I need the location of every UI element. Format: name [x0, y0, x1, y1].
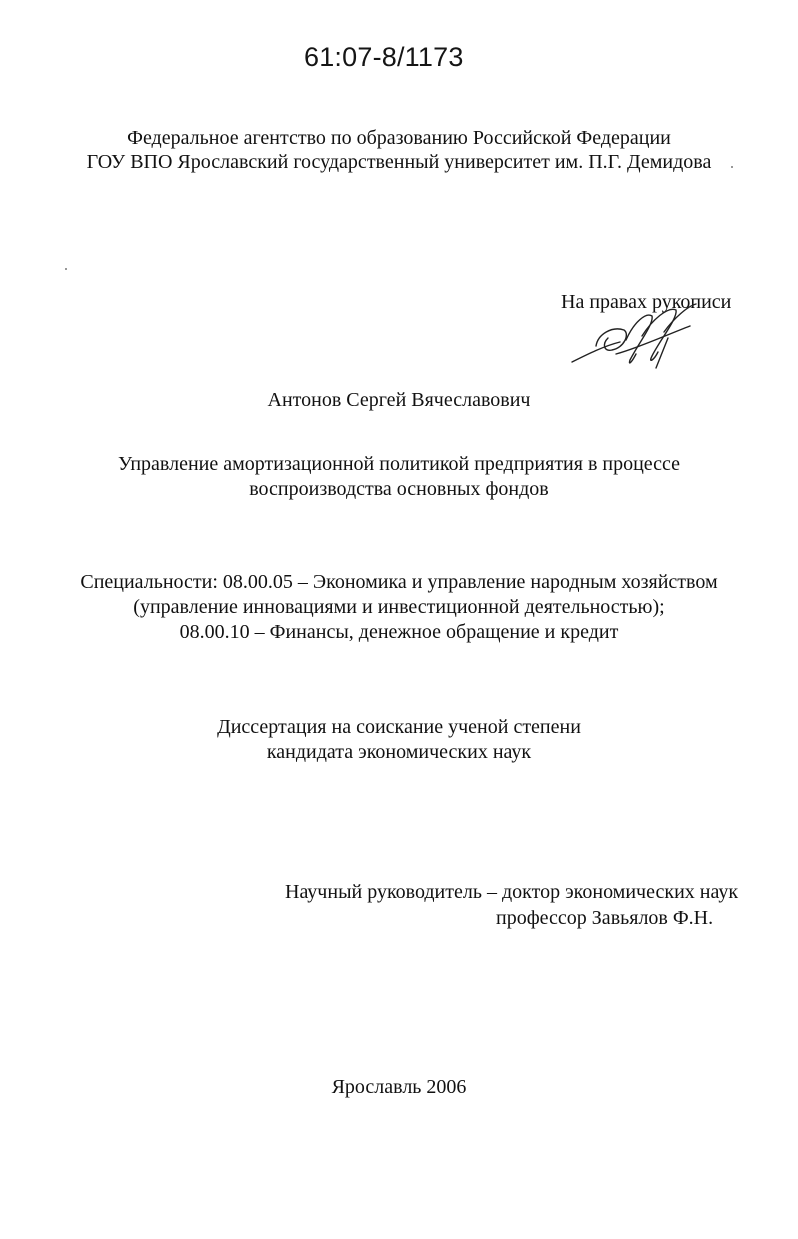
scan-speck — [731, 166, 733, 168]
library-stamp-code: 61:07-8/1173 — [304, 42, 464, 72]
dissertation-title-line-1: Управление амортизационной политикой предприятия в процессе — [117, 453, 681, 475]
supervisor-line-2: профессор Завьялов Ф.Н. — [496, 907, 714, 929]
specialty-line-3: 08.00.10 – Финансы, денежное обращение и кредит — [179, 621, 619, 643]
degree-line-1: Диссертация на соискание ученой степени — [217, 716, 581, 738]
specialty-line-1: Специальности: 08.00.05 – Экономика и управление народным хозяйством — [80, 571, 718, 593]
manuscript-rights-note: На правах рукописи — [561, 291, 732, 313]
degree-line-2: кандидата экономических наук — [266, 741, 532, 763]
supervisor-line-1: Научный руководитель – доктор экономических наук — [285, 881, 739, 903]
handwritten-signature — [568, 296, 708, 376]
specialty-line-2: (управление инновациями и инвестиционной деятельностью); — [133, 596, 665, 618]
agency-name: Федеральное агентство по образованию Российской Федерации — [127, 127, 671, 149]
author-name: Антонов Сергей Вячеславович — [267, 389, 531, 411]
scan-speck — [65, 268, 67, 270]
city-year: Ярославль 2006 — [331, 1076, 467, 1098]
dissertation-title-line-2: воспроизводства основных фондов — [249, 478, 549, 500]
university-name: ГОУ ВПО Ярославский государственный университет им. П.Г. Демидова — [86, 151, 712, 173]
